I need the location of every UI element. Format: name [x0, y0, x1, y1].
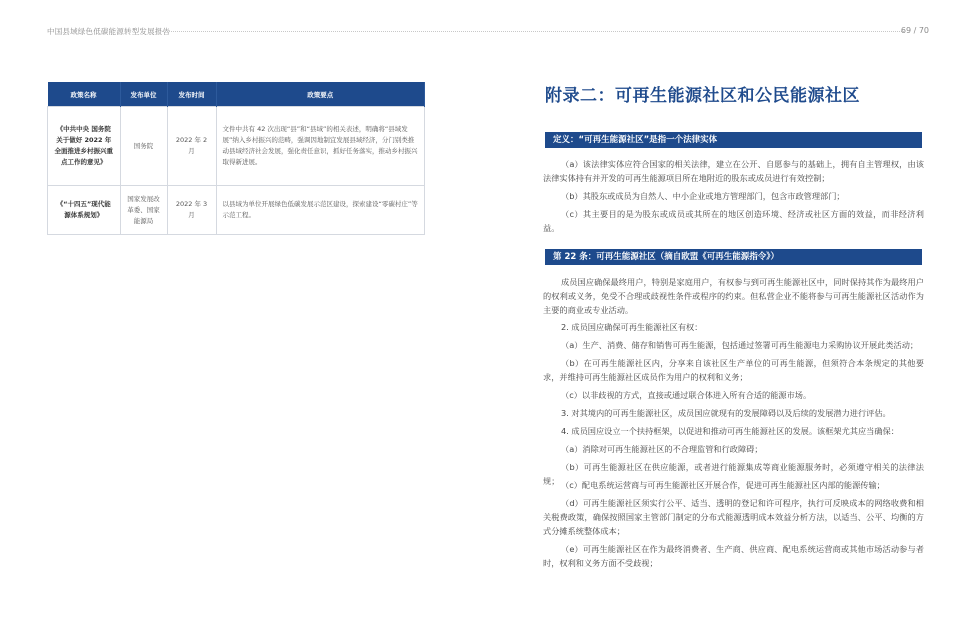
definition-item: （c）其主要目的是为股东或成员或其所在的地区创造环境、经济或社区方面的效益，而非经济利益。 [543, 209, 924, 233]
column-header: 发布单位 [120, 82, 167, 107]
table-row [48, 107, 425, 186]
appendix-title: 附录二：可再生能源社区和公民能源社区 [545, 86, 860, 106]
article-paragraph: （b）在可再生能源社区内，分享来自该社区生产单位的可再生能源，但须符合本条规定的其他要求，并维持可再生能源社区成员作为用户的权利和义务； [543, 358, 924, 382]
article-paragraph: 2. 成员国应确保可再生能源社区有权： [561, 322, 703, 332]
policy-name: 《中共中央 国务院关于做好 2022 年全面推进乡村振兴重点工作的意见》 [48, 107, 121, 186]
table-row [48, 186, 425, 235]
report-title: 中国县域绿色低碳能源转型发展报告 [47, 27, 171, 36]
policy-summary: 以县域为单位开展绿色低碳发展示范区建设，探索建设“零碳村庄”等示范工程。 [216, 186, 425, 235]
policy-name: 《“十四五”现代能源体系规划》 [48, 186, 121, 235]
article-paragraph: （e）可再生能源社区在作为最终消费者、生产商、供应商、配电系统运营商或其他市场活动参与者时，权利和义务方面不受歧视； [543, 544, 924, 568]
column-header: 政策名称 [48, 82, 121, 107]
column-header: 发布时间 [167, 82, 216, 107]
article-paragraph: 3. 对其境内的可再生能源社区，成员国应就现有的发展障碍以及后续的发展潜力进行评估。 [561, 408, 891, 418]
definition-item: （b）其股东或成员为自然人、中小企业或地方管理部门，包含市政管理部门； [561, 191, 845, 201]
header-divider [162, 31, 904, 32]
page-number: 69 / 70 [900, 26, 929, 35]
table-header-row [48, 82, 425, 107]
section-heading: 定义：“可再生能源社区”是指一个法律实体 [545, 132, 922, 148]
article-paragraph: （b）可再生能源社区在供应能源，或者进行能源集成等商业能源服务时，必须遵守相关的法律法规； [543, 462, 924, 486]
policy-publisher: 国务院 [120, 107, 167, 186]
article-paragraph: （d）可再生能源社区须实行公平、适当、透明的登记和许可程序，执行可反映成本的网络收费和相关税费政策，确保按照国家主管部门制定的分布式能源透明成本效益分析方法，以适当、公平、均衡的方式分摊系统整体成本； [543, 498, 924, 536]
section-heading: 第 22 条：可再生能源社区（摘自欧盟《可再生能源指令》） [545, 249, 922, 265]
policy-summary: 文件中共有 42 次出现“县”和“县域”的相关表述，明确将“县域发展”纳入乡村振兴的范畴，强调因地制宜发展县域经济，分门别类推动县域经济社会发展，强化责任意识，抓好任务落实，推动乡村振兴取得新进展。 [216, 107, 425, 186]
policy-table [47, 82, 425, 235]
article-paragraph: （c）以非歧视的方式，直接或通过联合体进入所有合适的能源市场。 [561, 390, 812, 400]
article-paragraph: 4. 成员国应设立一个扶持框架，以促进和推动可再生能源社区的发展。该框架尤其应当确保： [561, 426, 899, 436]
column-header: 政策要点 [216, 82, 425, 107]
policy-date: 2022 年 3 月 [167, 186, 216, 235]
article-paragraph: （a）生产、消费、储存和销售可再生能源，包括通过签署可再生能源电力采购协议开展此类活动； [561, 340, 919, 350]
policy-publisher: 国家发展改革委、国家能源局 [120, 186, 167, 235]
definition-item: （a）该法律实体应符合国家的相关法律，建立在公开、自愿参与的基础上，拥有自主管理权，由该法律实体持有并开发的可再生能源项目所在地附近的股东或成员进行有效控制； [543, 159, 924, 183]
article-paragraph: （a）消除对可再生能源社区的不合理监管和行政障碍； [561, 444, 763, 454]
article-paragraph: 成员国应确保最终用户，特别是家庭用户，有权参与到可再生能源社区中，同时保持其作为最终用户的权利或义务，免受不合理或歧视性条件或程序的约束。但私营企业不能将参与可再生能源社区活动作为主要的商业或专业活动。 [543, 277, 924, 315]
policy-date: 2022 年 2 月 [167, 107, 216, 186]
article-paragraph: （c）配电系统运营商与可再生能源社区开展合作，促进可再生能源社区内部的能源传输； [561, 480, 885, 490]
